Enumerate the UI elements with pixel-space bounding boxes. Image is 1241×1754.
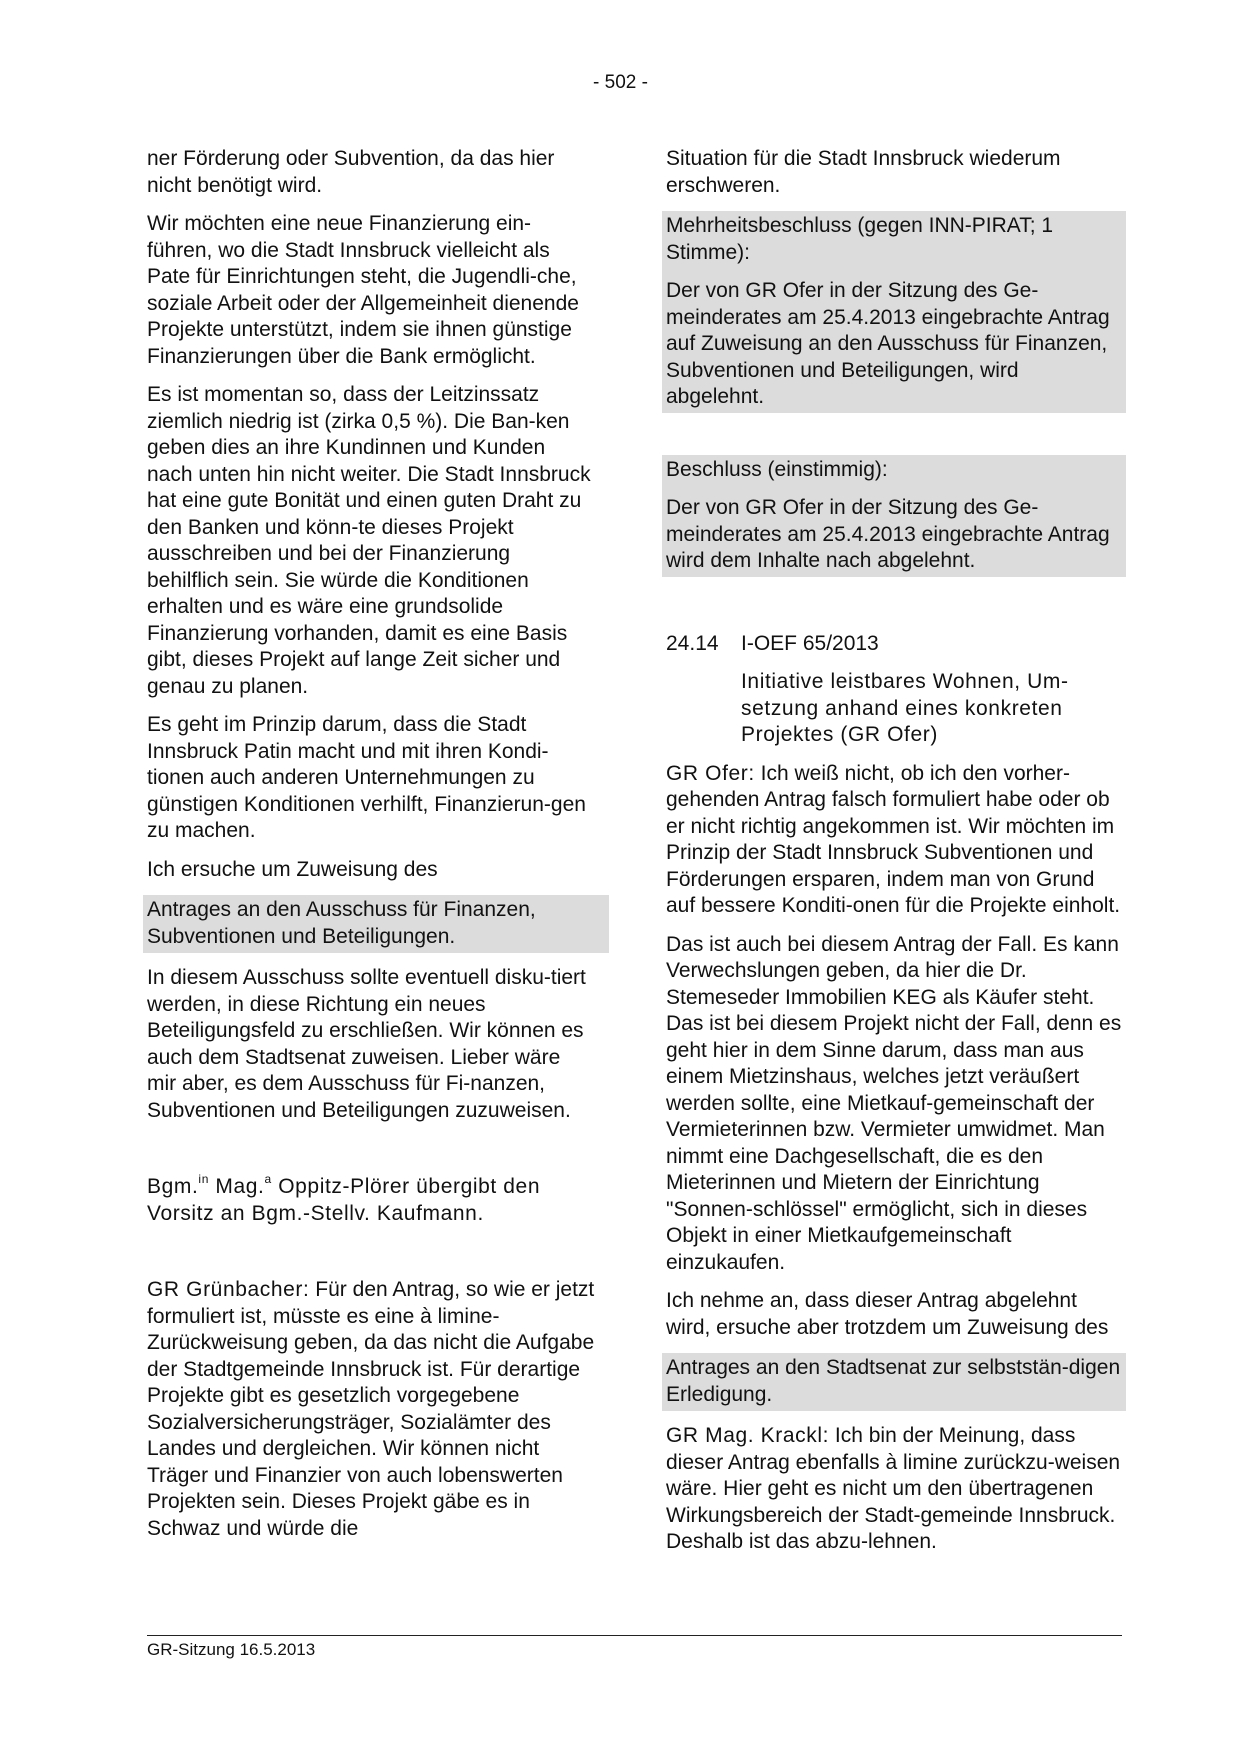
footer-session-date: GR-Sitzung 16.5.2013 xyxy=(147,1640,316,1659)
paragraph: ner Förderung oder Subvention, da das hier nicht benötigt wird. xyxy=(147,147,555,197)
item-number: 24.14 xyxy=(666,631,719,655)
paragraph: Wir möchten eine neue Finanzierung ein-führen, wo die Stadt Innsbruck vielleicht als Pate für Einrichtungen steht, die Jugendli-che, soziale Arbeit oder der Allgemeinheit dienende Projekte unterstützt, indem sie ihnen günstige Finanzierungen über die Bank ermöglicht. xyxy=(147,212,579,368)
paragraph: Es ist momentan so, dass der Leitzinssatz ziemlich niedrig ist (zirka 0,5 %). Die Ban-ken geben dies an ihre Kundinnen und Kunden nach unten hin nicht weiter. Die Stadt Innsbruck hat eine gute Bonität und einen guten Draht zu den Banken und könn-te dieses Projekt ausschreiben und bei der Finanzierung behilflich sein. Sie würde die Konditionen erhalten und es wäre eine grundsolide Finanzierung vorhanden, damit es eine Basis gibt, dieses Projekt auf lange Zeit sicher und genau zu planen. xyxy=(147,383,591,698)
decision-text: Der von GR Ofer in der Sitzung des Ge-meinderates am 25.4.2013 eingebrachte Antrag auf Zuweisung an den Ausschuss für Finanzen, Subventionen und Beteiligungen, wird abgelehnt. xyxy=(666,279,1110,408)
speech-ofer: GR Ofer: Ich weiß nicht, ob ich den vorher-gehenden Antrag falsch formuliert habe oder ob er nicht richtig angekommen ist. Wir möchten im Prinzip der Stadt Innsbruck Subventionen und Förderungen ersparen, indem man von Grund auf bessere Konditi-onen für die Projekte einholt. xyxy=(666,761,1121,917)
speech-krackl: GR Mag. Krackl: Ich bin der Meinung, dass dieser Antrag ebenfalls à limine zurückzu-weisen wäre. Hier geht es nicht um den übertragenen Wirkungsbereich der Stadt-gemeinde Innsbruck. Deshalb ist das abzu-lehnen. xyxy=(666,1424,1121,1553)
left-column xyxy=(147,146,605,1554)
agenda-item-title: Initiative leistbares Wohnen, Um-setzung anhand eines konkreten Projektes (GR Ofer) xyxy=(741,670,1069,746)
paragraph: In diesem Ausschuss sollte eventuell disku-tiert werden, in diese Richtung ein neues Beteiligungsfeld zu erschließen. Wir können es auch dem Stadtsenat zuweisen. Lieber wäre mir aber, es dem Ausschuss für Fi-nanzen, Subventionen und Beteiligungen zuzuweisen. xyxy=(147,966,586,1122)
paragraph: Es geht im Prinzip darum, dass die Stadt Innsbruck Patin macht und mit ihren Kondi-tionen auch anderen Unternehmungen zu günstigen Konditionen verhilft, Finanzierun-gen zu machen. xyxy=(147,713,586,842)
motion-highlight: Antrages an den Ausschuss für Finanzen, Subventionen und Beteiligungen. xyxy=(143,895,609,953)
speaker-name: GR Grünbacher: xyxy=(147,1278,310,1301)
chair-handover-note: Bgm.$^{in}$ Mag.$^a$ Oppitz-Plörer übergibt den Vorsitz an Bgm.-Stellv. Kaufmann. xyxy=(147,1172,541,1225)
speech-gruenbacher: GR Grünbacher: Für den Antrag, so wie er jetzt formuliert ist, müsste es eine à limine-Zurückweisung geben, da das nicht die Aufgabe der Stadtgemeinde Innsbruck ist. Für derartige Projekte gibt es gesetzlich vorgegebene Sozialversicherungsträger, Sozialämter des Landes und dergleichen. Wir können nicht Träger und Finanzier von auch lobenswerten Projekten sein. Dieses Projekt gäbe es in Schwaz und würde die xyxy=(147,1278,595,1540)
motion-highlight: Antrages an den Stadtsenat zur selbststän-digen Erledigung. xyxy=(662,1353,1126,1411)
footer-divider xyxy=(147,1635,1122,1636)
paragraph: Ich ersuche um Zuweisung des xyxy=(147,857,438,881)
agenda-item-header xyxy=(666,631,1122,658)
speaker-name: GR Mag. Krackl: xyxy=(666,1424,830,1447)
paragraph: Das ist auch bei diesem Antrag der Fall. Es kann Verwechslungen geben, da hier die Dr. Stemeseder Immobilien KEG als Käufer steht. Das ist bei diesem Projekt nicht der Fall, denn es geht hier in dem Sinne darum, dass man aus einem Mietzinshaus, welches jetzt veräußert werden sollte, eine Mietkauf-gemeinschaft der Vermieterinnen bzw. Vermieter umwidmet. Man nimmt eine Dachgesellschaft, die es den Mieterinnen und Mietern der Einrichtung "Sonnen-schlössel" ermöglicht, sich in dieses Objekt in einer Mietkaufgemeinschaft einzukaufen. xyxy=(666,932,1122,1274)
speaker-name: GR Ofer: xyxy=(666,761,755,785)
right-column xyxy=(666,146,1122,1568)
decision-heading: Mehrheitsbeschluss (gegen INN-PIRAT; 1 Stimme): xyxy=(666,214,1054,264)
paragraph: Situation für die Stadt Innsbruck wiederum erschweren. xyxy=(666,147,1061,197)
page-number: - 502 - xyxy=(593,72,648,93)
decision-text: Der von GR Ofer in der Sitzung des Ge-meinderates am 25.4.2013 eingebrachte Antrag wird dem Inhalte nach abgelehnt. xyxy=(666,496,1110,572)
item-reference: I-OEF 65/2013 xyxy=(741,631,879,655)
paragraph: Ich nehme an, dass dieser Antrag abgelehnt wird, ersuche aber trotzdem um Zuweisung des xyxy=(666,1289,1109,1339)
decision-box-majority xyxy=(662,211,1126,413)
decision-box-unanimous xyxy=(662,455,1126,577)
decision-heading: Beschluss (einstimmig): xyxy=(666,457,888,481)
